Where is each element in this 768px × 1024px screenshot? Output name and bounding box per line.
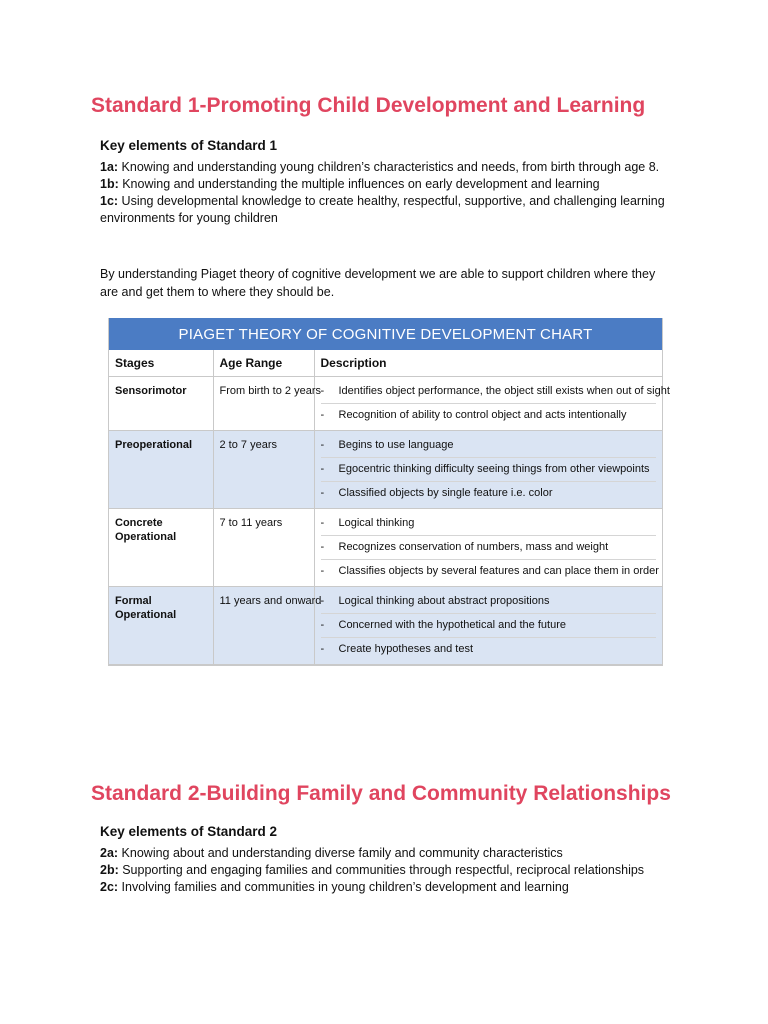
key-element-1c bbox=[100, 193, 680, 227]
key-element-code: 1c: bbox=[100, 194, 119, 208]
header-description: Description bbox=[314, 350, 662, 377]
key-element-text: Knowing and understanding the multiple influences on early development and learning bbox=[118, 177, 600, 191]
age-cell: 7 to 11 years bbox=[213, 509, 314, 587]
standard-1-key-heading: Key elements of Standard 1 bbox=[100, 138, 278, 153]
description-item: - Recognizes conservation of numbers, mass and weight bbox=[321, 536, 657, 560]
chart-title: PIAGET THEORY OF COGNITIVE DEVELOPMENT CHART bbox=[109, 318, 662, 350]
key-element-text: Involving families and communities in young children’s development and learning bbox=[118, 880, 569, 894]
table-row bbox=[109, 509, 662, 587]
description-cell bbox=[314, 587, 662, 665]
key-element-code: 1b: bbox=[100, 177, 119, 191]
description-item: - Begins to use language bbox=[321, 434, 657, 458]
description-item: - Egocentric thinking difficulty seeing things from other viewpoints bbox=[321, 458, 657, 482]
description-cell bbox=[314, 431, 662, 509]
age-cell: From birth to 2 years bbox=[213, 377, 314, 431]
description-item: - Identifies object performance, the object still exists when out of sight bbox=[321, 380, 657, 404]
standard-1-key-elements bbox=[100, 137, 680, 227]
table-row bbox=[109, 431, 662, 509]
description-cell bbox=[314, 509, 662, 587]
standard-2-key-elements bbox=[100, 823, 680, 896]
key-element-2b bbox=[100, 862, 680, 879]
stage-cell: Formal Operational bbox=[109, 587, 213, 665]
piaget-intro-paragraph: By understanding Piaget theory of cognitive development we are able to support children where they are and get them to where they should be. bbox=[100, 267, 656, 299]
description-cell bbox=[314, 377, 670, 431]
key-element-text: Knowing and understanding young children’s characteristics and needs, from birth through age 8. bbox=[118, 160, 660, 174]
key-element-2c bbox=[100, 879, 680, 896]
stage-cell: Concrete Operational bbox=[109, 509, 213, 587]
stage-cell: Preoperational bbox=[109, 431, 213, 509]
description-item: - Classified objects by single feature i.e. color bbox=[320, 487, 553, 499]
key-element-code: 1a: bbox=[100, 160, 119, 174]
piaget-chart-image bbox=[108, 318, 670, 666]
table-row bbox=[109, 377, 662, 431]
standard-2-title: Standard 2-Building Family and Community Relationships bbox=[91, 782, 671, 805]
key-element-code: 2b: bbox=[100, 863, 119, 877]
header-stages: Stages bbox=[109, 350, 213, 377]
key-element-1a bbox=[100, 159, 680, 176]
key-element-1b bbox=[100, 176, 680, 193]
key-element-code: 2c: bbox=[100, 880, 119, 894]
key-element-text: Knowing about and understanding diverse family and community characteristics bbox=[118, 846, 563, 860]
description-item: - Classifies objects by several features and can place them in order bbox=[320, 565, 659, 577]
stage-cell: Sensorimotor bbox=[109, 377, 213, 431]
age-cell: 2 to 7 years bbox=[213, 431, 314, 509]
description-item: - Logical thinking bbox=[321, 512, 657, 536]
age-cell: 11 years and onward bbox=[213, 587, 314, 665]
piaget-table bbox=[109, 350, 670, 665]
description-item: - Recognition of ability to control object and acts intentionally bbox=[320, 409, 627, 421]
standard-1-title: Standard 1-Promoting Child Development and Learning bbox=[91, 94, 646, 117]
key-element-2a bbox=[100, 845, 680, 862]
header-age-range: Age Range bbox=[213, 350, 314, 377]
key-element-text: Using developmental knowledge to create healthy, respectful, supportive, and challenging learning environments for young children bbox=[100, 194, 665, 225]
key-element-code: 2a: bbox=[100, 846, 119, 860]
description-item: - Concerned with the hypothetical and the future bbox=[321, 614, 657, 638]
table-header-row bbox=[109, 350, 662, 377]
description-item: - Logical thinking about abstract propositions bbox=[321, 590, 657, 614]
standard-2-key-heading: Key elements of Standard 2 bbox=[100, 824, 278, 839]
description-item: - Create hypotheses and test bbox=[320, 643, 474, 655]
table-row bbox=[109, 587, 662, 665]
key-element-text: Supporting and engaging families and communities through respectful, reciprocal relationships bbox=[118, 863, 645, 877]
